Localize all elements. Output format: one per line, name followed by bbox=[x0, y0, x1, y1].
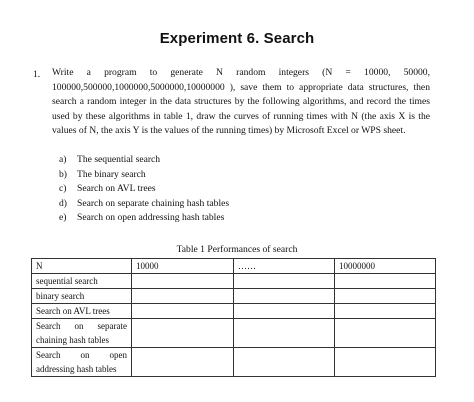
row-label: Search on open addressing hash tables bbox=[32, 348, 132, 377]
list-item-label: Search on AVL trees bbox=[77, 183, 156, 194]
list-item-letter: e) bbox=[59, 212, 67, 223]
question-number: 1. bbox=[33, 69, 41, 80]
table-caption: Table 1 Performances of search bbox=[176, 244, 298, 255]
row-label: binary search bbox=[32, 289, 132, 304]
list-item-letter: c) bbox=[59, 183, 67, 194]
table-row bbox=[32, 289, 436, 304]
row-label: sequential search bbox=[32, 274, 132, 289]
column-header: 10000 bbox=[132, 259, 234, 274]
table-cell[interactable] bbox=[335, 348, 436, 377]
table-cell[interactable] bbox=[335, 289, 436, 304]
list-item-letter: d) bbox=[59, 197, 67, 209]
list-item-label: Search on open addressing hash tables bbox=[77, 212, 225, 223]
table-cell[interactable] bbox=[234, 348, 335, 377]
question-text: Write a program to generate N random integers (N = 10000, 50000, 100000,500000,1000000,5000000,10000000 ), save them to appropriate data structures, then search a random integer in the data structures by the following algorithms, and record the times used by these algorithms in table 1, draw the curves of running times with N (the axis X is the values of N, the axis Y is the values of the running times) by Microsoft Excel or WPS sheet. bbox=[52, 67, 430, 136]
table-row bbox=[32, 348, 436, 377]
column-header: 10000000 bbox=[335, 259, 436, 274]
page-title: Experiment 6. Search bbox=[159, 30, 315, 47]
table-cell[interactable] bbox=[234, 274, 335, 289]
table-cell[interactable] bbox=[132, 348, 234, 377]
column-header: N bbox=[32, 259, 132, 274]
column-header: …… bbox=[234, 259, 335, 274]
table-row bbox=[32, 274, 436, 289]
algorithm-list bbox=[59, 153, 229, 226]
table-cell[interactable] bbox=[234, 319, 335, 348]
list-item-label: The sequential search bbox=[77, 154, 161, 165]
list-item bbox=[59, 182, 229, 197]
list-item bbox=[59, 168, 229, 183]
table-cell[interactable] bbox=[132, 289, 234, 304]
row-label: Search on separate chaining hash tables bbox=[32, 319, 132, 348]
table-cell[interactable] bbox=[132, 319, 234, 348]
list-item bbox=[59, 211, 229, 226]
table-cell[interactable] bbox=[335, 304, 436, 319]
table-cell[interactable] bbox=[234, 304, 335, 319]
list-item bbox=[59, 153, 229, 168]
list-item bbox=[59, 197, 229, 212]
table-cell[interactable] bbox=[335, 319, 436, 348]
table-cell[interactable] bbox=[132, 274, 234, 289]
list-item-letter: b) bbox=[59, 168, 67, 180]
list-item-letter: a) bbox=[59, 154, 67, 165]
table-row bbox=[32, 304, 436, 319]
performance-table bbox=[31, 258, 436, 377]
list-item-label: The binary search bbox=[77, 168, 146, 180]
table-row bbox=[32, 319, 436, 348]
table-cell[interactable] bbox=[132, 304, 234, 319]
table-cell[interactable] bbox=[335, 274, 436, 289]
table-header-row bbox=[32, 259, 436, 274]
list-item-label: Search on separate chaining hash tables bbox=[77, 197, 230, 209]
table-cell[interactable] bbox=[234, 289, 335, 304]
row-label: Search on AVL trees bbox=[32, 304, 132, 319]
